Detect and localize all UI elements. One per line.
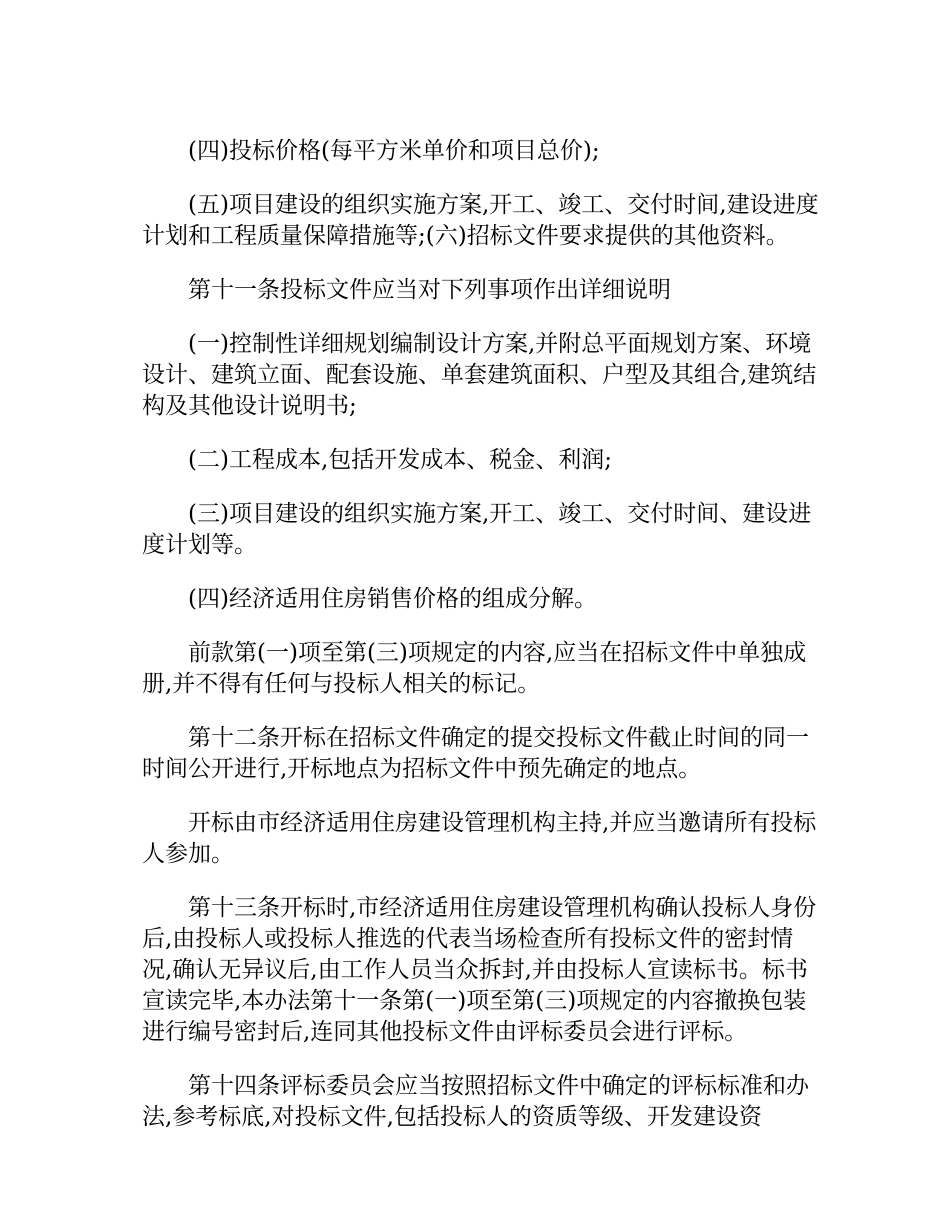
paragraph-article-11: 第十一条投标文件应当对下列事项作出详细说明 [188, 277, 671, 303]
paragraph-separate-volume: 前款第(一)项至第(三)项规定的内容,应当在招标文件中单独成册,并不得有任何与投标人相关的标记。 [142, 640, 807, 697]
paragraph-project-cost: (二)工程成本,包括开发成本、税金、利润; [188, 447, 613, 473]
paragraph-article-14: 第十四条评标委员会应当按照招标文件中确定的评标标准和办法,参考标底,对投标文件,包括投标人的资质等级、开发建设资 [142, 1073, 809, 1130]
paragraph-bid-opening-host: 开标由市经济适用住房建设管理机构主持,并应当邀请所有投标人参加。 [142, 810, 817, 867]
paragraph-schedule: (三)项目建设的组织实施方案,开工、竣工、交付时间、建设进度计划等。 [142, 501, 812, 558]
paragraph-bid-price: (四)投标价格(每平方米单价和项目总价); [188, 138, 600, 164]
paragraph-implementation-plan: (五)项目建设的组织实施方案,开工、竣工、交付时间,建设进度计划和工程质量保障措施等;(六)招标文件要求提供的其他资料。 [142, 192, 819, 249]
document-body [142, 136, 822, 1156]
paragraph-sale-price: (四)经济适用住房销售价格的组成分解。 [188, 586, 597, 612]
paragraph-article-13: 第十三条开标时,市经济适用住房建设管理机构确认投标人身份后,由投标人或投标人推选的代表当场检查所有投标文件的密封情况,确认无异议后,由工作人员当众拆封,并由投标人宣读标书。标书宣读完毕,本办法第十一条第(一)项至第(三)项规定的内容撤换包装进行编号密封后,连同其他投标文件由评标委员会进行评标。 [142, 895, 817, 1045]
paragraph-article-12: 第十二条开标在招标文件确定的提交投标文件截止时间的同一时间公开进行,开标地点为招标文件中预先确定的地点。 [142, 725, 809, 782]
paragraph-design-scheme: (一)控制性详细规划编制设计方案,并附总平面规划方案、环境设计、建筑立面、配套设施、单套建筑面积、户型及其组合,建筑结构及其他设计说明书; [142, 331, 817, 419]
